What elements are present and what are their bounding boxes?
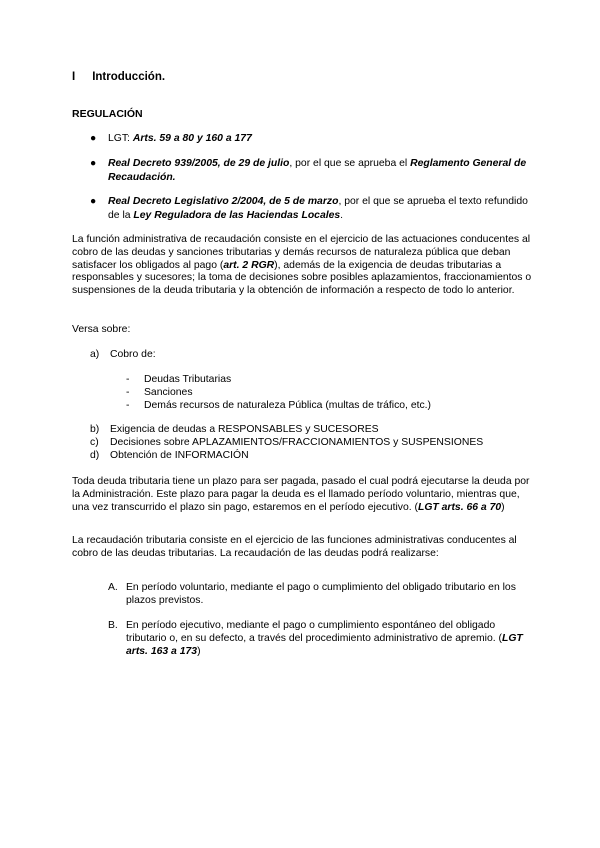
paragraph-recaudacion-tributaria: La recaudación tributaria consiste en el ejercicio de las funciones administrativas conducentes al cobro de las deudas tributarias. La recaudación de las deudas podrá realizarse: xyxy=(72,535,517,559)
bullet-text: LGT: xyxy=(108,133,133,144)
list-text: Decisiones sobre APLAZAMIENTOS/FRACCIONAMIENTOS y SUSPENSIONES xyxy=(110,437,484,448)
bullet-bold: Reglamento General de Recaudación. xyxy=(108,158,527,183)
sub-item-text: Demás recursos de naturaleza Pública (multas de tráfico, etc.) xyxy=(144,400,432,411)
dash: - xyxy=(126,400,130,411)
bullet-text: , por el que se aprueba el xyxy=(289,158,411,169)
bullet-dot: ● xyxy=(90,158,97,169)
list-label: c) xyxy=(90,437,99,448)
subheading-regulacion: REGULACIÓN xyxy=(72,108,143,120)
sub-list-item xyxy=(126,387,193,400)
paragraph-text: La función administrativa de recaudación consiste en el ejercicio de las actuaciones conducentes al cobro de las deudas y sanciones tributarias y demás recursos de naturaleza pública que deban satisfacer los obligados al pago ( xyxy=(72,234,531,271)
bullet-bold: Real Decreto 939/2005, de 29 de julio xyxy=(108,158,290,169)
list-label: b) xyxy=(90,424,100,435)
item-ref-close: ) xyxy=(197,646,201,657)
bullet-text: , por el que se aprueba el texto refundido de la xyxy=(108,196,528,221)
list-label: a) xyxy=(90,349,100,360)
list-item-c xyxy=(90,437,483,450)
item-label: A. xyxy=(108,582,118,593)
item-text: En período voluntario, mediante el pago o cumplimiento del obligado tributario en los plazos previstos. xyxy=(126,582,516,606)
versa-sobre: Versa sobre: xyxy=(72,324,131,335)
paragraph-ref: LGT arts. 66 a 70 xyxy=(417,501,502,513)
dash: - xyxy=(126,374,130,385)
list-text: Cobro de: xyxy=(110,349,156,360)
bullet-bold: Real Decreto Legislativo 2/2004, de 5 de marzo xyxy=(108,196,339,207)
sub-list-item xyxy=(126,374,231,387)
dash: - xyxy=(126,387,130,398)
item-label: B. xyxy=(108,620,118,631)
section-title: Introducción. xyxy=(92,71,166,83)
paragraph-ref: art. 2 RGR xyxy=(223,259,275,271)
bullet-text: . xyxy=(340,210,344,221)
item-text: En período ejecutivo, mediante el pago o cumplimiento espontáneo del obligado tributario o, en su defecto, a través del procedimiento administrativo de apremio. xyxy=(126,620,499,644)
bullet-dot: ● xyxy=(90,133,97,144)
list-text: Obtención de INFORMACIÓN xyxy=(110,450,249,461)
paragraph-recaudacion xyxy=(72,234,532,298)
paragraph-text: ) xyxy=(501,501,505,513)
list-text: Exigencia de deudas a RESPONSABLES y SUCESORES xyxy=(110,424,379,435)
bullet-bold: Ley Reguladora de las Haciendas Locales xyxy=(133,210,341,221)
paragraph-plazo xyxy=(72,476,532,514)
paragraph-text: ), además de la exigencia de deudas tributarias a responsables y sucesores; la toma de decisiones sobre posibles aplazamientos, fraccionamientos o suspensiones de la deuda tributaria y la obtención de información a respecto de todo lo anterior. xyxy=(72,259,532,297)
bullet-dot: ● xyxy=(90,196,97,207)
bullet-bold: Arts. 59 a 80 y 160 a 177 xyxy=(132,133,252,144)
item-ref: LGT arts. 163 a 173 xyxy=(126,633,523,657)
section-number: I xyxy=(72,71,76,83)
list-item-a xyxy=(90,349,156,362)
item-ref-open: ( xyxy=(498,633,502,644)
list-item-d xyxy=(90,450,249,463)
section-heading xyxy=(72,71,165,83)
sub-list-item xyxy=(126,400,431,413)
sub-item-text: Sanciones xyxy=(144,387,193,398)
list-item-b xyxy=(90,424,379,437)
paragraph-text: Toda deuda tributaria tiene un plazo para ser pagada, pasado el cual podrá ejecutarse la deuda por la Administración. Este plazo para pagar la deuda es el llamado período voluntario, mientras que, una vez transcurrido el plazo sin pago, estaremos en el período ejecutivo. ( xyxy=(72,476,530,513)
sub-item-text: Deudas Tributarias xyxy=(144,374,232,385)
list-label: d) xyxy=(90,450,100,461)
